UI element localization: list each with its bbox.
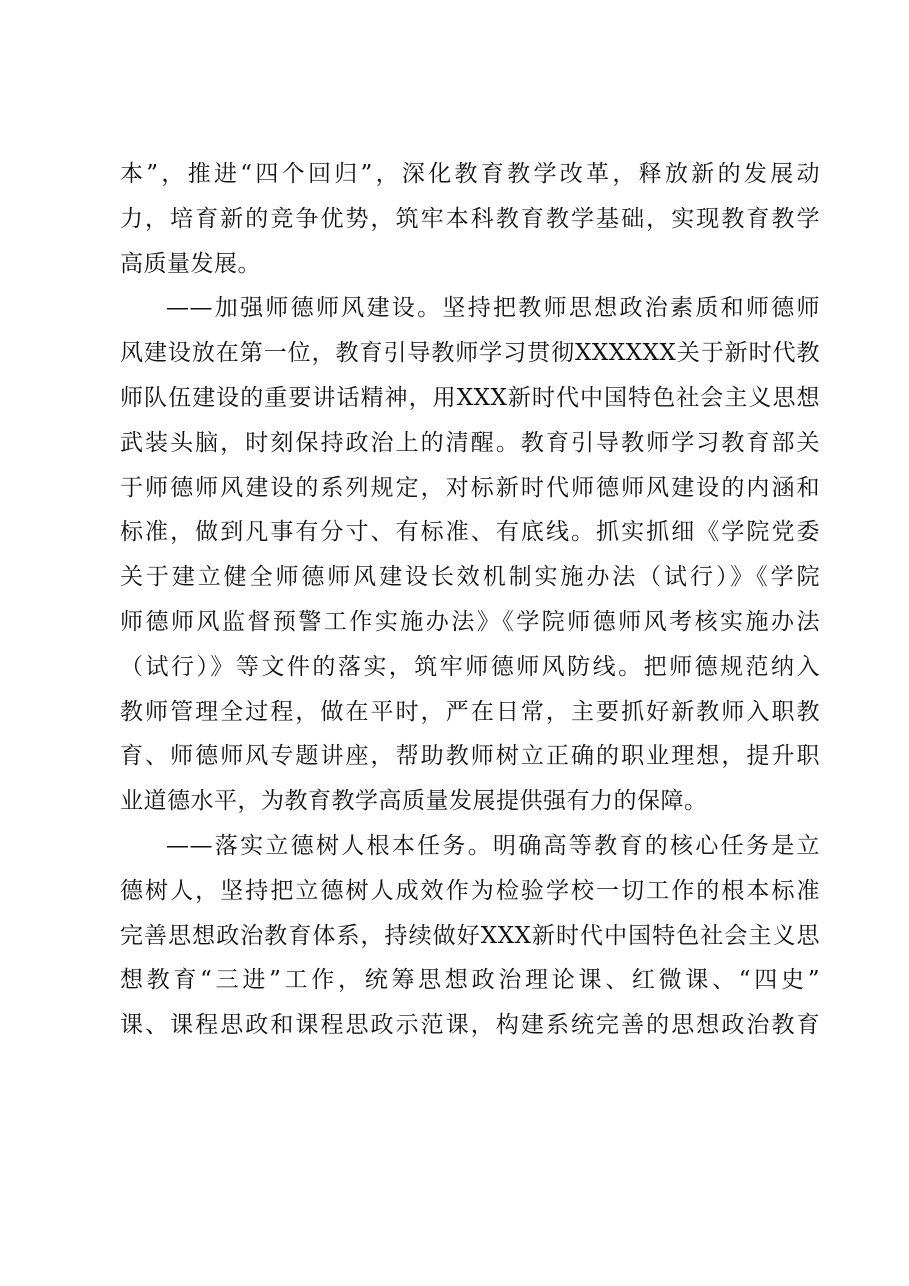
text-line: 关于建立健全师德师风建设长效机制实施办法（试行）》《学院 (120, 564, 820, 591)
text-line: 高质量发展。 (120, 250, 261, 277)
text-line: 于师德师风建设的系列规定，对标新时代师德师风建设的内涵和 (120, 474, 820, 501)
text-line: 本”，推进“四个回归”，深化教育教学改革，释放新的发展动 (120, 161, 820, 187)
document-body (120, 152, 820, 1048)
text-line: 师德师风监督预警工作实施办法》《学院师德师风考核实施办法 (120, 608, 820, 635)
text-line: 标准，做到凡事有分寸、有标准、有底线。抓实抓细《学院党委 (120, 519, 820, 546)
text-line: 武装头脑，时刻保持政治上的清醒。教育引导教师学习教育部关 (120, 429, 820, 456)
text-line: 德树人，坚持把立德树人成效作为检验学校一切工作的根本标准 (120, 877, 820, 904)
text-line: 业道德水平，为教育教学高质量发展提供强有力的保障。 (120, 788, 708, 815)
text-line: 育、师德师风专题讲座，帮助教师树立正确的职业理想，提升职 (120, 743, 820, 770)
text-line: 教师管理全过程，做在平时，严在日常，主要抓好新教师入职教 (120, 698, 820, 725)
text-line: 风建设放在第一位，教育引导教师学习贯彻XXXXXX关于新时代教 (120, 340, 820, 367)
text-line: 完善思想政治教育体系，持续做好XXX新时代中国特色社会主义思 (120, 922, 820, 949)
paragraph-heading-line: ——落实立德树人根本任务。明确高等教育的核心任务是立 (166, 832, 820, 859)
text-line: 课、课程思政和课程思政示范课，构建系统完善的思想政治教育 (120, 1012, 820, 1039)
paragraph-heading-line: ——加强师德师风建设。坚持把教师思想政治素质和师德师 (166, 295, 820, 322)
text-line: （试行）》等文件的落实，筑牢师德师风防线。把师德规范纳入 (120, 653, 820, 680)
text-line: 想教育“三进”工作，统筹思想政治理论课、红微课、“四史” (120, 967, 820, 994)
text-line: 师队伍建设的重要讲话精神，用XXX新时代中国特色社会主义思想 (120, 384, 820, 411)
text-line: 力，培育新的竞争优势，筑牢本科教育教学基础，实现教育教学 (120, 205, 820, 232)
